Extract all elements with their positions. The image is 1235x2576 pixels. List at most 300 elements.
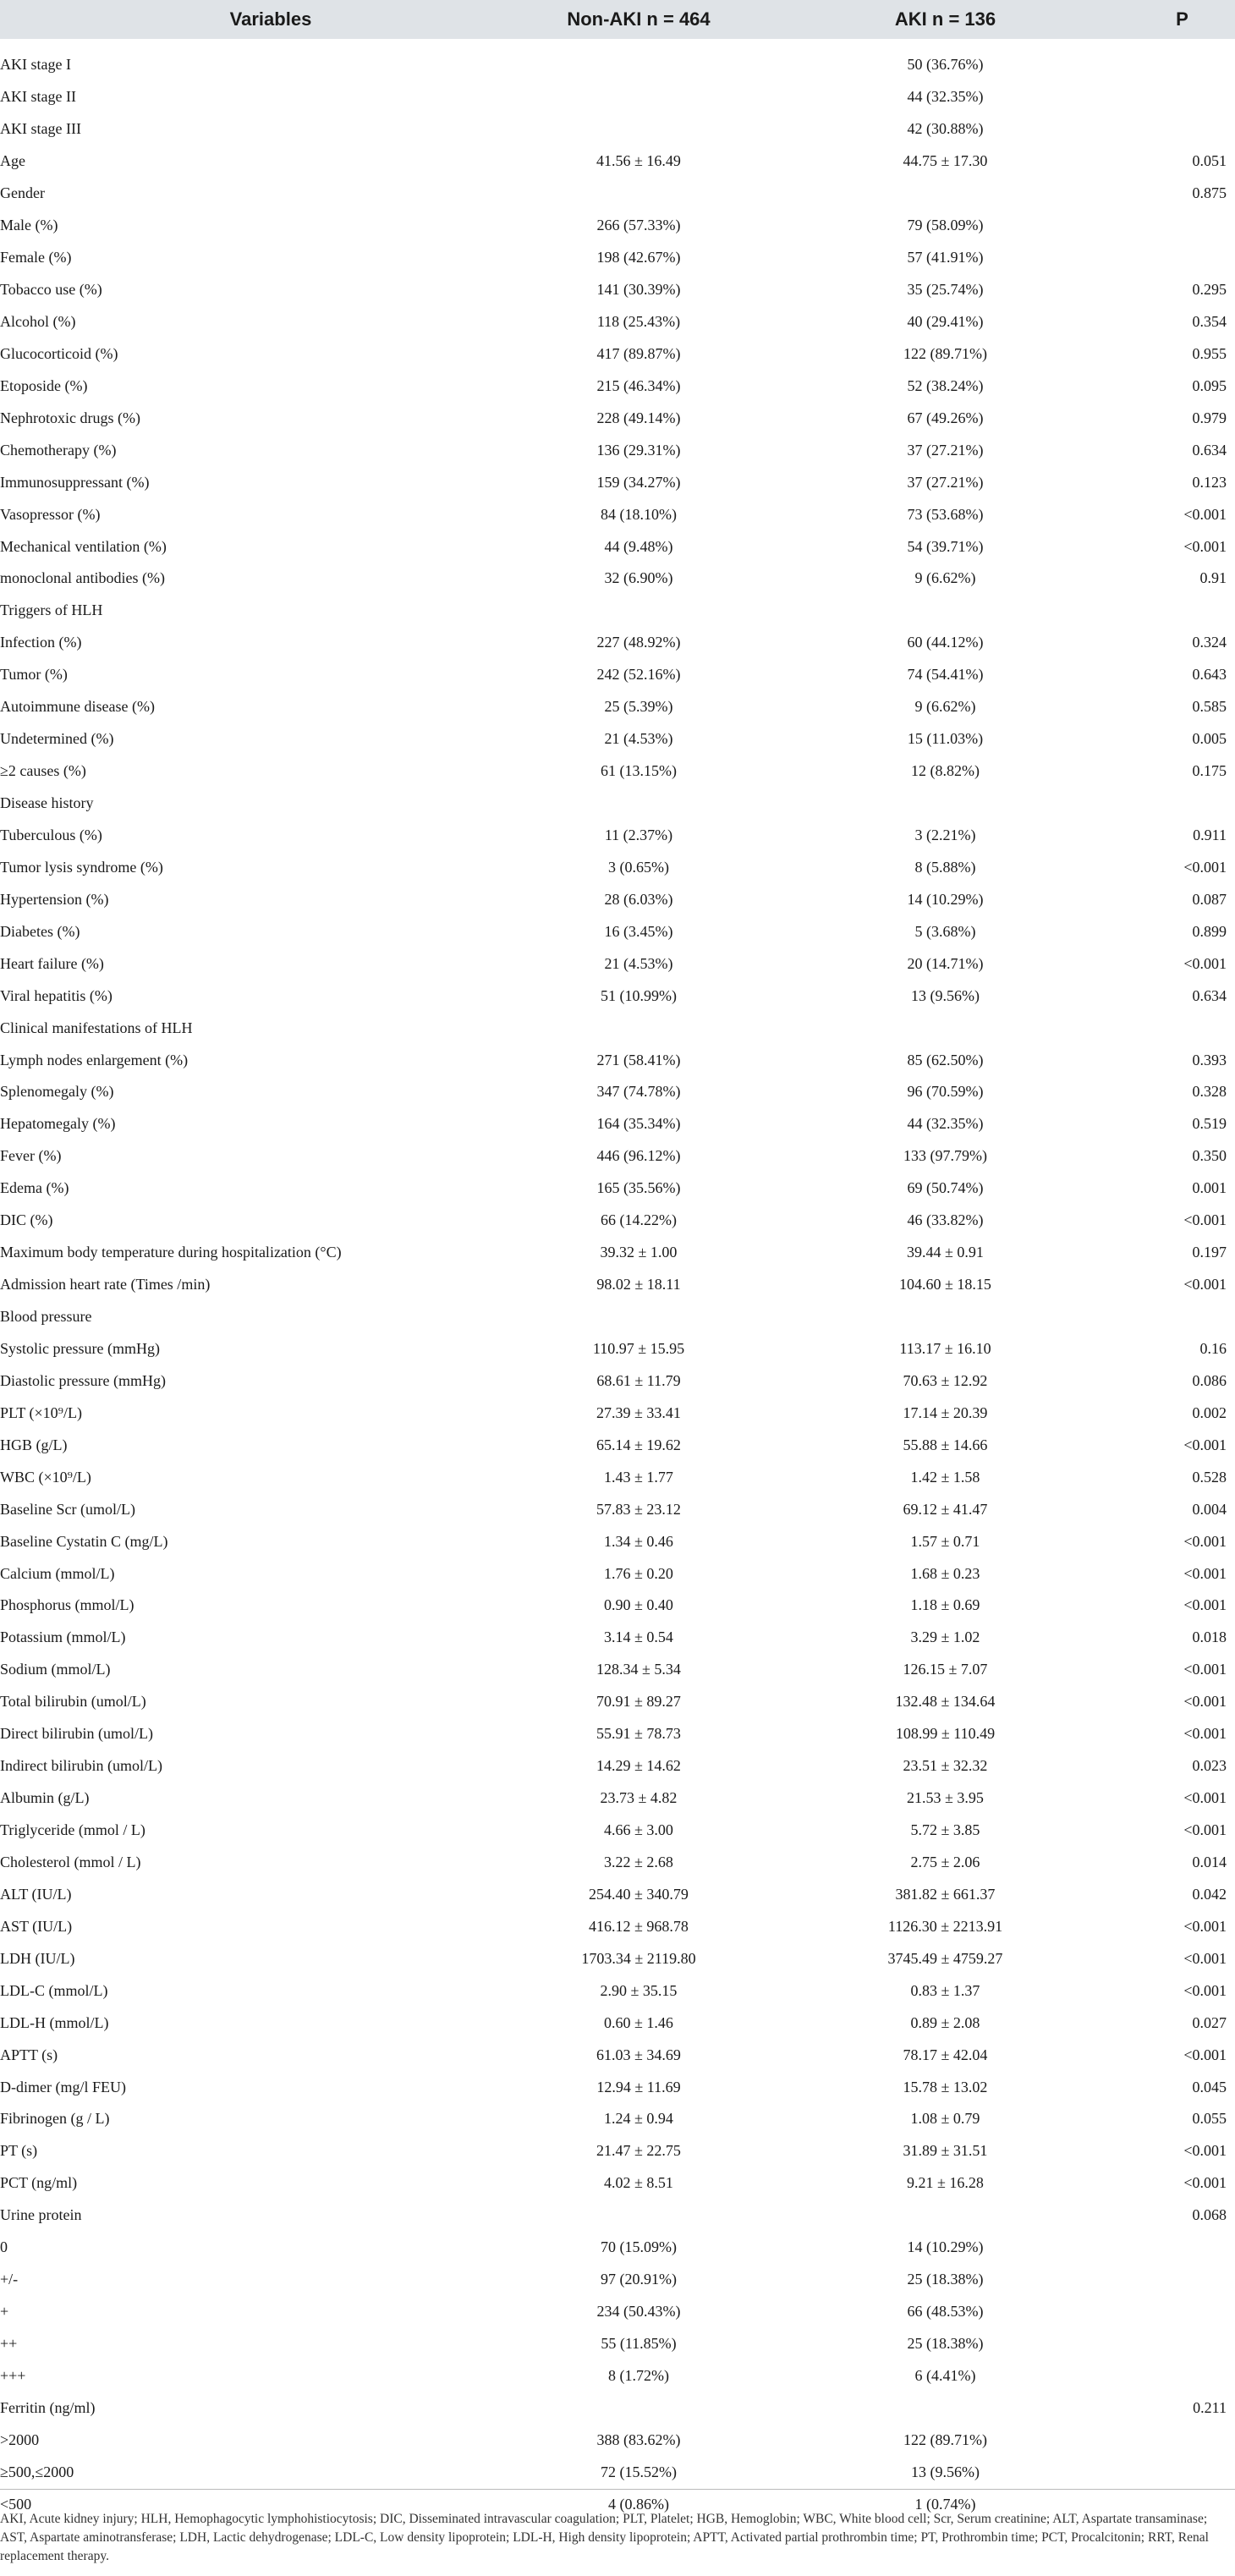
row-aki-value: 9.21 ± 16.28 (907, 2174, 984, 2192)
table-row (0, 1429, 1235, 1461)
row-aki-value: 126.15 ± 7.07 (903, 1661, 988, 1678)
row-aki-value: 17.14 ± 20.39 (903, 1403, 988, 1421)
row-non-aki-value: 25 (5.39%) (604, 698, 673, 716)
row-variable: Fever (%) (0, 1147, 62, 1165)
table-row (0, 274, 1235, 306)
row-variable: Total bilirubin (umol/L) (0, 1693, 146, 1711)
row-variable: PT (s) (0, 2142, 38, 2160)
row-aki-value: 1.68 ± 0.23 (910, 1564, 980, 1582)
table-row (0, 659, 1235, 691)
table-row (0, 178, 1235, 210)
table-row (0, 2296, 1235, 2328)
row-variable: ++ (0, 2335, 18, 2353)
row-non-aki-value: 70.91 ± 89.27 (596, 1693, 681, 1711)
row-aki-value: 39.44 ± 0.91 (907, 1244, 984, 1261)
table-row (0, 1140, 1235, 1173)
row-aki-value: 31.89 ± 31.51 (903, 2142, 988, 2160)
row-variable: Female (%) (0, 249, 72, 266)
table-row (0, 2424, 1235, 2456)
row-variable: Glucocorticoid (%) (0, 344, 118, 362)
row-p-value: 0.91 (1199, 569, 1227, 587)
row-p-value: <0.001 (1183, 1661, 1227, 1678)
row-non-aki-value: 0.60 ± 1.46 (604, 2013, 673, 2031)
row-p-value: 0.005 (1192, 730, 1227, 748)
row-variable: Tobacco use (%) (0, 281, 102, 299)
table-row (0, 210, 1235, 242)
table-row (0, 1461, 1235, 1493)
table-row (0, 1557, 1235, 1590)
row-aki-value: 69 (50.74%) (907, 1179, 984, 1197)
row-variable: Diastolic pressure (mmHg) (0, 1371, 166, 1389)
table-row (0, 691, 1235, 723)
row-aki-value: 66 (48.53%) (907, 2303, 984, 2321)
row-variable: Ferritin (ng/ml) (0, 2398, 96, 2416)
table-row (0, 2071, 1235, 2103)
row-non-aki-value: 1703.34 ± 2119.80 (581, 1949, 696, 1967)
row-p-value: 0.045 (1192, 2078, 1227, 2095)
row-non-aki-value: 128.34 ± 5.34 (596, 1661, 681, 1678)
row-aki-value: 20 (14.71%) (907, 954, 984, 972)
row-variable: Nephrotoxic drugs (%) (0, 409, 140, 426)
row-non-aki-value: 72 (15.52%) (601, 2463, 677, 2480)
row-variable: HGB (g/L) (0, 1436, 68, 1453)
row-aki-value: 381.82 ± 661.37 (895, 1885, 996, 1903)
row-aki-value: 13 (9.56%) (911, 2463, 980, 2480)
row-aki-value: 25 (18.38%) (907, 2335, 984, 2353)
table-row (0, 530, 1235, 563)
table-row (0, 627, 1235, 659)
table-row (0, 2200, 1235, 2232)
row-non-aki-value: 68.61 ± 11.79 (596, 1371, 681, 1389)
table-row (0, 49, 1235, 81)
row-aki-value: 69.12 ± 41.47 (903, 1500, 988, 1518)
row-variable: Indirect bilirubin (umol/L) (0, 1757, 162, 1775)
row-aki-value: 3745.49 ± 4759.27 (887, 1949, 1003, 1967)
row-p-value: <0.001 (1183, 537, 1227, 555)
table-row (0, 1782, 1235, 1815)
row-non-aki-value: 1.34 ± 0.46 (604, 1532, 673, 1550)
row-aki-value: 2.75 ± 2.06 (910, 1853, 980, 1870)
row-aki-value: 9 (6.62%) (914, 698, 976, 716)
table-row (0, 1205, 1235, 1237)
row-non-aki-value: 136 (29.31%) (596, 441, 681, 459)
row-variable: Infection (%) (0, 634, 82, 651)
row-p-value: <0.001 (1183, 1981, 1227, 1999)
row-p-value: <0.001 (1183, 2142, 1227, 2160)
row-aki-value: 122 (89.71%) (903, 344, 987, 362)
row-non-aki-value: 65.14 ± 19.62 (596, 1436, 681, 1453)
table-row (0, 1237, 1235, 1269)
row-non-aki-value: 3 (0.65%) (608, 858, 669, 876)
row-aki-value: 21.53 ± 3.95 (907, 1789, 984, 1807)
row-variable: Albumin (g/L) (0, 1789, 90, 1807)
row-p-value: 0.643 (1192, 666, 1227, 684)
row-p-value: <0.001 (1183, 1693, 1227, 1711)
row-aki-value: 35 (25.74%) (907, 281, 984, 299)
row-p-value: <0.001 (1183, 2174, 1227, 2192)
row-aki-value: 50 (36.76%) (907, 56, 984, 74)
row-variable: DIC (%) (0, 1211, 53, 1229)
table-row (0, 1173, 1235, 1205)
row-aki-value: 14 (10.29%) (907, 2238, 984, 2256)
row-p-value: 0.955 (1192, 344, 1227, 362)
row-aki-value: 57 (41.91%) (907, 249, 984, 266)
row-variable: Cholesterol (mmol / L) (0, 1853, 141, 1870)
row-variable: Alcohol (%) (0, 312, 76, 330)
row-non-aki-value: 11 (2.37%) (604, 826, 673, 843)
table-row (0, 1269, 1235, 1301)
row-non-aki-value: 12.94 ± 11.69 (596, 2078, 681, 2095)
row-variable: Clinical manifestations of HLH (0, 1019, 193, 1036)
table-row (0, 1654, 1235, 1686)
row-non-aki-value: 254.40 ± 340.79 (589, 1885, 689, 1903)
row-p-value: 0.014 (1192, 1853, 1227, 1870)
table-row (0, 2007, 1235, 2039)
row-variable: Direct bilirubin (umol/L) (0, 1725, 153, 1743)
row-variable: Potassium (mmol/L) (0, 1629, 126, 1646)
row-p-value: 0.875 (1192, 184, 1227, 202)
row-p-value: 0.354 (1192, 312, 1227, 330)
row-variable: +/- (0, 2271, 19, 2288)
row-aki-value: 1.42 ± 1.58 (910, 1468, 980, 1486)
row-non-aki-value: 141 (30.39%) (596, 281, 681, 299)
row-variable: Mechanical ventilation (%) (0, 537, 167, 555)
table-row (0, 338, 1235, 370)
row-p-value: 0.519 (1192, 1115, 1227, 1133)
row-aki-value: 1126.30 ± 2213.91 (887, 1917, 1003, 1935)
row-non-aki-value: 70 (15.09%) (601, 2238, 677, 2256)
row-p-value: 0.018 (1192, 1629, 1227, 1646)
row-non-aki-value: 3.22 ± 2.68 (604, 1853, 673, 1870)
row-aki-value: 12 (8.82%) (911, 762, 980, 780)
table-row (0, 402, 1235, 434)
table-header (0, 0, 1235, 39)
table-row (0, 434, 1235, 466)
row-variable: PCT (ng/ml) (0, 2174, 78, 2192)
row-non-aki-value: 39.32 ± 1.00 (600, 1244, 678, 1261)
table-row (0, 1750, 1235, 1782)
table-row (0, 1333, 1235, 1365)
row-aki-value: 52 (38.24%) (907, 376, 984, 394)
row-p-value: 0.042 (1192, 1885, 1227, 1903)
row-aki-value: 40 (29.41%) (907, 312, 984, 330)
row-aki-value: 1.18 ± 0.69 (910, 1596, 980, 1614)
row-non-aki-value: 21 (4.53%) (604, 954, 673, 972)
table-row (0, 2039, 1235, 2071)
row-p-value: <0.001 (1183, 1949, 1227, 1967)
row-variable: ≥2 causes (%) (0, 762, 86, 780)
table-row (0, 1910, 1235, 1942)
row-p-value: <0.001 (1183, 1276, 1227, 1293)
row-aki-value: 44 (32.35%) (907, 1115, 984, 1133)
row-variable: Undetermined (%) (0, 730, 114, 748)
table-row (0, 1718, 1235, 1750)
header-non-aki: Non-AKI n = 464 (567, 8, 711, 30)
row-non-aki-value: 55.91 ± 78.73 (596, 1725, 681, 1743)
row-non-aki-value: 1.76 ± 0.20 (604, 1564, 673, 1582)
row-non-aki-value: 446 (96.12%) (596, 1147, 681, 1165)
row-variable: ALT (IU/L) (0, 1885, 72, 1903)
row-p-value: 0.634 (1192, 441, 1227, 459)
row-variable: AKI stage III (0, 120, 81, 138)
table-row (0, 723, 1235, 755)
row-non-aki-value: 2.90 ± 35.15 (600, 1981, 678, 1999)
row-p-value: <0.001 (1183, 1789, 1227, 1807)
row-variable: Immunosuppressant (%) (0, 473, 150, 491)
row-p-value: 0.295 (1192, 281, 1227, 299)
table-row (0, 1525, 1235, 1557)
row-aki-value: 3.29 ± 1.02 (910, 1629, 980, 1646)
row-non-aki-value: 3.14 ± 0.54 (604, 1629, 673, 1646)
row-p-value: 0.350 (1192, 1147, 1227, 1165)
row-non-aki-value: 21 (4.53%) (604, 730, 673, 748)
row-non-aki-value: 61.03 ± 34.69 (596, 2046, 681, 2063)
row-p-value: 0.175 (1192, 762, 1227, 780)
row-aki-value: 44 (32.35%) (907, 88, 984, 106)
row-aki-value: 13 (9.56%) (911, 986, 980, 1004)
table-row (0, 1493, 1235, 1525)
table-row (0, 1847, 1235, 1879)
row-variable: monoclonal antibodies (%) (0, 569, 165, 587)
row-p-value: 0.095 (1192, 376, 1227, 394)
row-p-value: 0.634 (1192, 986, 1227, 1004)
row-aki-value: 132.48 ± 134.64 (895, 1693, 996, 1711)
row-variable: Lymph nodes enlargement (%) (0, 1051, 189, 1068)
row-non-aki-value: 97 (20.91%) (601, 2271, 677, 2288)
row-variable: LDL-H (mmol/L) (0, 2013, 109, 2031)
row-non-aki-value: 98.02 ± 18.11 (596, 1276, 681, 1293)
row-variable: Baseline Scr (umol/L) (0, 1500, 135, 1518)
header-variables: Variables (229, 8, 312, 30)
row-non-aki-value: 164 (35.34%) (596, 1115, 681, 1133)
row-non-aki-value: 21.47 ± 22.75 (596, 2142, 681, 2160)
row-non-aki-value: 110.97 ± 15.95 (592, 1339, 685, 1357)
table-row (0, 788, 1235, 820)
row-variable: 0 (0, 2238, 8, 2256)
row-non-aki-value: 198 (42.67%) (596, 249, 681, 266)
table-row (0, 1365, 1235, 1397)
table-row (0, 980, 1235, 1012)
row-aki-value: 37 (27.21%) (907, 473, 984, 491)
row-aki-value: 55.88 ± 14.66 (903, 1436, 988, 1453)
row-p-value: <0.001 (1183, 954, 1227, 972)
table-row (0, 1622, 1235, 1654)
row-p-value: 0.197 (1192, 1244, 1227, 1261)
row-aki-value: 1.57 ± 0.71 (910, 1532, 980, 1550)
row-aki-value: 108.99 ± 110.49 (895, 1725, 996, 1743)
row-p-value: 0.001 (1192, 1179, 1227, 1197)
table-row (0, 1301, 1235, 1333)
row-aki-value: 46 (33.82%) (907, 1211, 984, 1229)
row-aki-value: 5.72 ± 3.85 (910, 1821, 980, 1839)
row-p-value: <0.001 (1183, 1532, 1227, 1550)
row-p-value: 0.123 (1192, 473, 1227, 491)
row-p-value: <0.001 (1183, 1821, 1227, 1839)
row-aki-value: 23.51 ± 32.32 (903, 1757, 988, 1775)
row-variable: Admission heart rate (Times /min) (0, 1276, 211, 1293)
row-non-aki-value: 61 (13.15%) (601, 762, 677, 780)
row-p-value: 0.002 (1192, 1403, 1227, 1421)
table-row (0, 2135, 1235, 2167)
row-p-value: <0.001 (1183, 1917, 1227, 1935)
row-non-aki-value: 271 (58.41%) (596, 1051, 681, 1068)
row-variable: PLT (×10⁹/L) (0, 1403, 82, 1421)
row-variable: Systolic pressure (mmHg) (0, 1339, 160, 1357)
table-row (0, 466, 1235, 498)
row-aki-value: 0.83 ± 1.37 (910, 1981, 980, 1999)
row-p-value: 0.528 (1192, 1468, 1227, 1486)
row-non-aki-value: 14.29 ± 14.62 (596, 1757, 681, 1775)
table-row (0, 498, 1235, 530)
table-row (0, 1815, 1235, 1847)
table-row (0, 113, 1235, 146)
row-non-aki-value: 32 (6.90%) (604, 569, 673, 587)
table-row (0, 370, 1235, 402)
table-row (0, 1076, 1235, 1108)
row-non-aki-value: 8 (1.72%) (608, 2366, 669, 2384)
row-non-aki-value: 4.66 ± 3.00 (604, 1821, 673, 1839)
row-variable: Age (0, 152, 25, 170)
row-p-value: 0.324 (1192, 634, 1227, 651)
table-row (0, 1878, 1235, 1910)
row-variable: >2000 (0, 2430, 40, 2448)
table-row (0, 1975, 1235, 2007)
row-aki-value: 42 (30.88%) (907, 120, 984, 138)
row-p-value: <0.001 (1183, 1725, 1227, 1743)
row-aki-value: 104.60 ± 18.15 (899, 1276, 991, 1293)
table-row (0, 563, 1235, 595)
row-variable: Maximum body temperature during hospitalization (°C) (0, 1244, 342, 1261)
row-variable: AST (IU/L) (0, 1917, 73, 1935)
row-non-aki-value: 0.90 ± 0.40 (604, 1596, 673, 1614)
row-variable: APTT (s) (0, 2046, 58, 2063)
row-aki-value: 60 (44.12%) (907, 634, 984, 651)
table-row (0, 1012, 1235, 1044)
row-variable: Etoposide (%) (0, 376, 88, 394)
table-row (0, 851, 1235, 883)
table-row (0, 2328, 1235, 2360)
row-aki-value: 1.08 ± 0.79 (910, 2110, 980, 2128)
row-p-value: 0.055 (1192, 2110, 1227, 2128)
row-p-value: 0.393 (1192, 1051, 1227, 1068)
row-p-value: 0.585 (1192, 698, 1227, 716)
row-variable: AKI stage II (0, 88, 76, 106)
row-variable: Gender (0, 184, 45, 202)
row-non-aki-value: 242 (52.16%) (596, 666, 681, 684)
row-non-aki-value: 1.43 ± 1.77 (604, 1468, 673, 1486)
table-row (0, 81, 1235, 113)
header-aki: AKI n = 136 (894, 8, 996, 30)
table-row (0, 1397, 1235, 1429)
row-variable: Disease history (0, 794, 94, 812)
table-row (0, 595, 1235, 627)
row-p-value: <0.001 (1183, 1211, 1227, 1229)
row-non-aki-value: 4.02 ± 8.51 (604, 2174, 673, 2192)
table-row (0, 306, 1235, 338)
row-non-aki-value: 44 (9.48%) (604, 537, 673, 555)
table-body (0, 49, 1235, 2520)
row-variable: Autoimmune disease (%) (0, 698, 155, 716)
row-variable: WBC (×10⁹/L) (0, 1468, 91, 1486)
row-aki-value: 96 (70.59%) (907, 1083, 984, 1101)
row-p-value: 0.328 (1192, 1083, 1227, 1101)
table-row (0, 2456, 1235, 2488)
table-row (0, 1942, 1235, 1975)
table-row (0, 2103, 1235, 2135)
table-row (0, 2167, 1235, 2200)
row-variable: Calcium (mmol/L) (0, 1564, 115, 1582)
row-aki-value: 6 (4.41%) (914, 2366, 976, 2384)
table-row (0, 146, 1235, 178)
row-aki-value: 44.75 ± 17.30 (903, 152, 988, 170)
table-row (0, 2392, 1235, 2424)
row-non-aki-value: 347 (74.78%) (596, 1083, 681, 1101)
row-non-aki-value: 84 (18.10%) (601, 505, 677, 523)
row-p-value: 0.023 (1192, 1757, 1227, 1775)
table-row (0, 883, 1235, 915)
row-variable: <500 (0, 2495, 32, 2513)
row-p-value: 0.16 (1199, 1339, 1227, 1357)
row-variable: Tuberculous (%) (0, 826, 102, 843)
row-non-aki-value: 118 (25.43%) (596, 312, 681, 330)
row-non-aki-value: 55 (11.85%) (601, 2335, 677, 2353)
row-variable: Hepatomegaly (%) (0, 1115, 116, 1133)
table-row (0, 2264, 1235, 2296)
table-row (0, 1686, 1235, 1718)
row-variable: Blood pressure (0, 1308, 92, 1326)
row-aki-value: 0.89 ± 2.08 (910, 2013, 980, 2031)
row-non-aki-value: 57.83 ± 23.12 (596, 1500, 681, 1518)
table-row (0, 915, 1235, 947)
row-variable: Splenomegaly (%) (0, 1083, 114, 1101)
row-non-aki-value: 228 (49.14%) (596, 409, 681, 426)
row-p-value: 0.979 (1192, 409, 1227, 426)
row-variable: Tumor lysis syndrome (%) (0, 858, 163, 876)
row-non-aki-value: 27.39 ± 33.41 (596, 1403, 681, 1421)
row-p-value: 0.087 (1192, 890, 1227, 908)
row-variable: Edema (%) (0, 1179, 69, 1197)
row-variable: LDL-C (mmol/L) (0, 1981, 108, 1999)
row-aki-value: 37 (27.21%) (907, 441, 984, 459)
row-p-value: 0.911 (1193, 826, 1227, 843)
table-row (0, 820, 1235, 852)
row-aki-value: 85 (62.50%) (907, 1051, 984, 1068)
row-non-aki-value: 4 (0.86%) (608, 2495, 669, 2513)
row-p-value: 0.899 (1192, 922, 1227, 940)
row-p-value: <0.001 (1183, 858, 1227, 876)
row-variable: AKI stage I (0, 56, 71, 74)
row-variable: D-dimer (mg/l FEU) (0, 2078, 126, 2095)
row-p-value: 0.051 (1192, 152, 1227, 170)
row-aki-value: 133 (97.79%) (903, 1147, 987, 1165)
row-non-aki-value: 159 (34.27%) (596, 473, 681, 491)
table-row (0, 1044, 1235, 1076)
row-aki-value: 73 (53.68%) (907, 505, 984, 523)
row-aki-value: 1 (0.74%) (914, 2495, 976, 2513)
row-non-aki-value: 41.56 ± 16.49 (596, 152, 681, 170)
row-aki-value: 25 (18.38%) (907, 2271, 984, 2288)
row-variable: ≥500,≤2000 (0, 2463, 74, 2480)
table-row (0, 1590, 1235, 1622)
row-variable: Viral hepatitis (%) (0, 986, 113, 1004)
table-row (0, 947, 1235, 980)
row-variable: Heart failure (%) (0, 954, 104, 972)
row-variable: Sodium (mmol/L) (0, 1661, 111, 1678)
row-variable: Hypertension (%) (0, 890, 109, 908)
row-p-value: <0.001 (1183, 505, 1227, 523)
row-variable: Urine protein (0, 2206, 82, 2224)
row-p-value: <0.001 (1183, 2046, 1227, 2063)
